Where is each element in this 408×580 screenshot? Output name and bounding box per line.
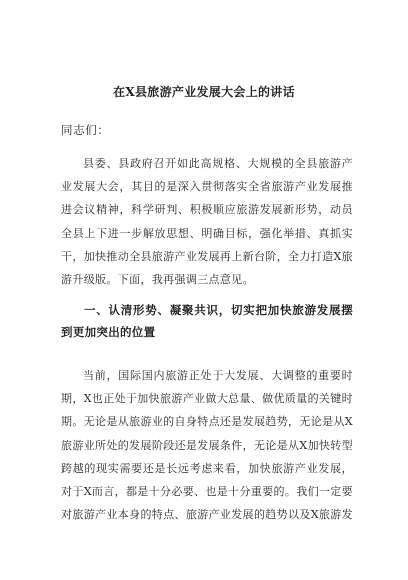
- section-1-paragraph: 当前，国际国内旅游正处于大发展、大调整的重要时期，X也正处于加快旅游产业做大总量、做优质量的关键时期。无论是从旅游业的自身特点还是发展趋势，无论是从X旅游业所处的发展阶段还是发展条件，无论是从X加快转型跨越的现实需要还是长远考虑来看，加快旅游产业发展，对于X而言，都是十分必要、也是十分重要的。我们一定要对旅游产业本身的特点、旅游产业发展的趋势以及X旅游发: [61, 369, 353, 522]
- opening-paragraph: 县委、县政府召开如此高规格、大规模的全县旅游产业发展大会，其目的是深入贯彻落实全省旅游产业发展推进会议精神，科学研判、积极顺应旅游发展新形势，动员全县上下进一步解放思想、明确目标，强化举措、真抓实干，加快推动全县旅游产业发展再上新台阶，全力打造X旅游升级版。下面，我再强调三点意见。: [61, 157, 353, 287]
- salutation: 同志们：: [61, 123, 110, 137]
- section-heading-1: 一、认清形势、凝聚共识，切实把加快旅游发展摆到更加突出的位置: [61, 303, 353, 339]
- speech-title: 在X县旅游产业发展大会上的讲话: [113, 85, 295, 99]
